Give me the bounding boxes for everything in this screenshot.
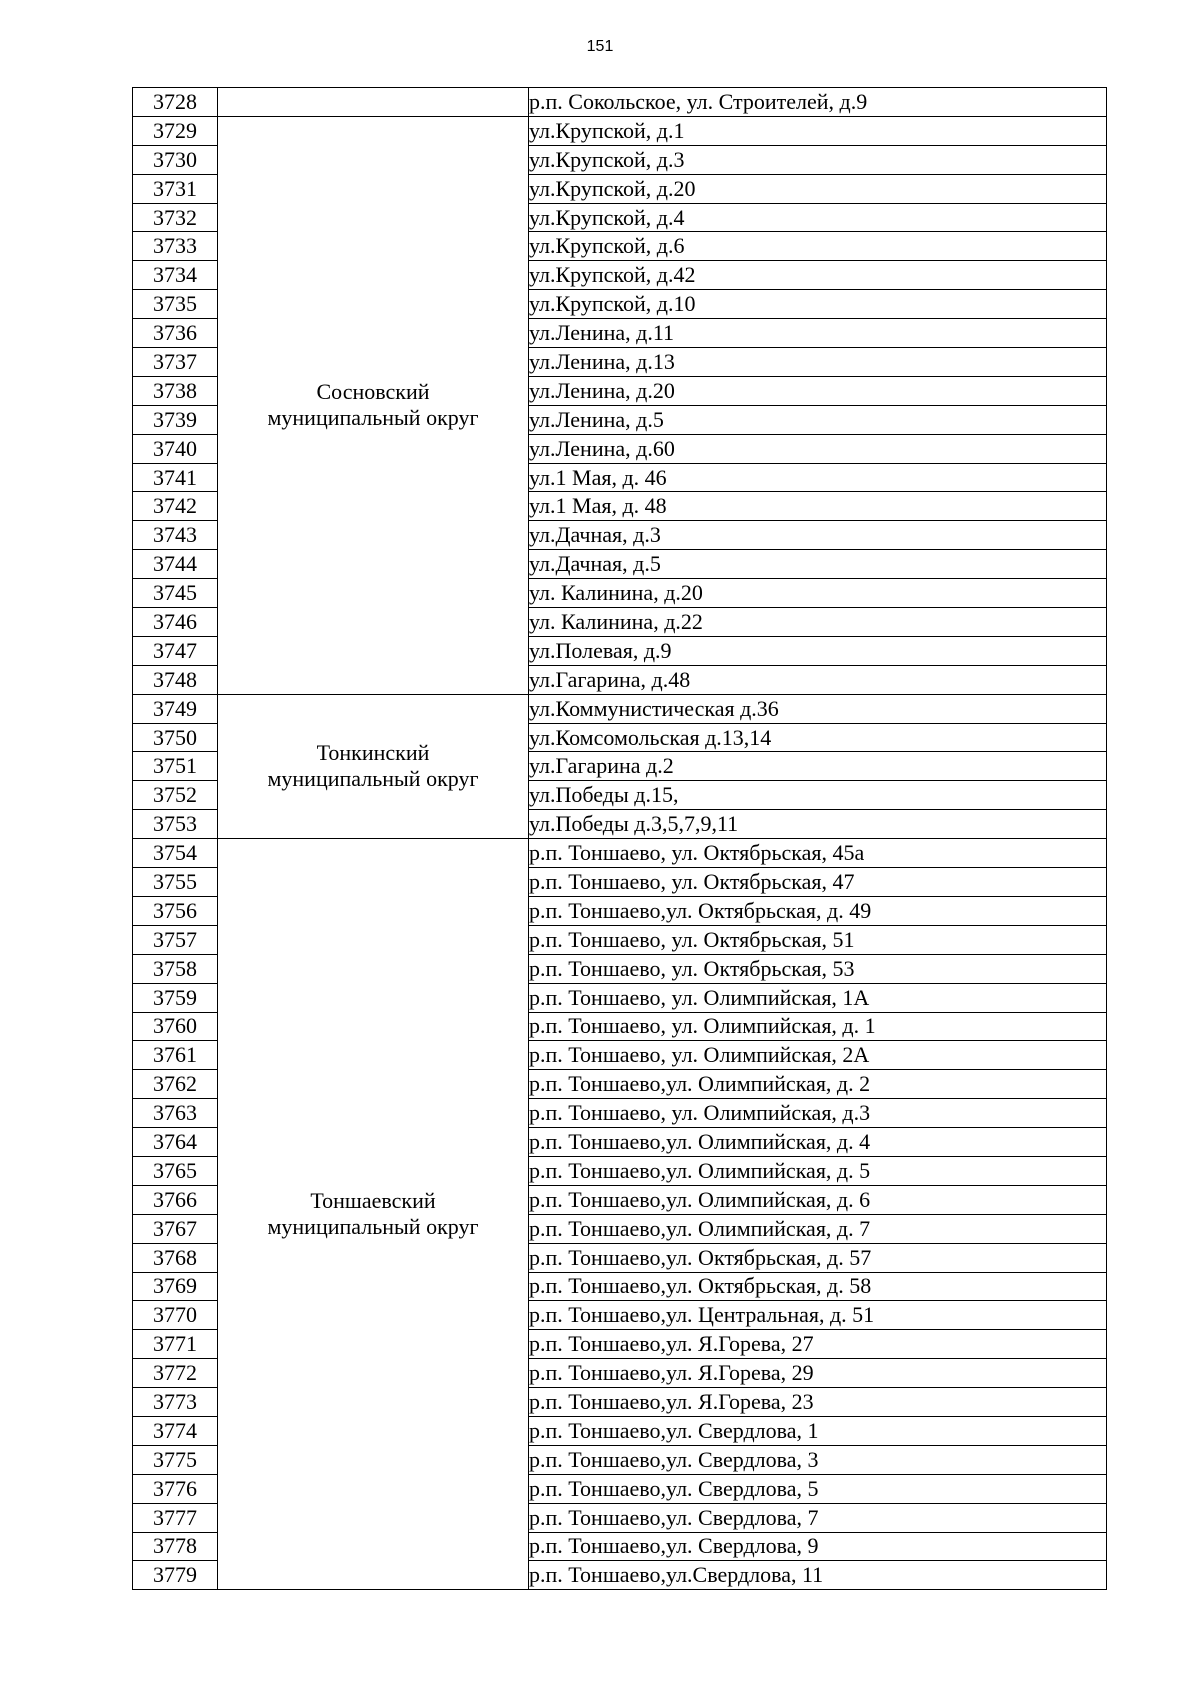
- row-number: 3755: [133, 868, 218, 897]
- address-cell: ул.Крупской, д.20: [529, 174, 1107, 203]
- address-cell: р.п. Тоншаево, ул. Октябрьская, 53: [529, 954, 1107, 983]
- row-number: 3776: [133, 1474, 218, 1503]
- address-cell: р.п. Тоншаево,ул. Октябрьская, д. 57: [529, 1243, 1107, 1272]
- address-cell: р.п. Тоншаево,ул. Я.Горева, 27: [529, 1330, 1107, 1359]
- address-cell: р.п. Тоншаево, ул. Октябрьская, 45а: [529, 839, 1107, 868]
- address-cell: р.п. Сокольское, ул. Строителей, д.9: [529, 88, 1107, 117]
- row-number: 3752: [133, 781, 218, 810]
- table-row: [133, 116, 1107, 145]
- row-number: 3732: [133, 203, 218, 232]
- row-number: 3753: [133, 810, 218, 839]
- address-table: [132, 87, 1107, 1590]
- row-number: 3764: [133, 1128, 218, 1157]
- row-number: 3749: [133, 694, 218, 723]
- row-number: 3765: [133, 1156, 218, 1185]
- table-row: [133, 694, 1107, 723]
- row-number: 3751: [133, 752, 218, 781]
- row-number: 3734: [133, 261, 218, 290]
- row-number: 3736: [133, 319, 218, 348]
- row-number: 3758: [133, 954, 218, 983]
- row-number: 3769: [133, 1272, 218, 1301]
- row-number: 3770: [133, 1301, 218, 1330]
- row-number: 3737: [133, 348, 218, 377]
- address-cell: р.п. Тоншаево,ул. Свердлова, 9: [529, 1532, 1107, 1561]
- row-number: 3767: [133, 1214, 218, 1243]
- table-row: [133, 839, 1107, 868]
- row-number: 3747: [133, 636, 218, 665]
- address-cell: ул.Крупской, д.3: [529, 145, 1107, 174]
- row-number: 3743: [133, 521, 218, 550]
- row-number: 3738: [133, 376, 218, 405]
- address-cell: р.п. Тоншаево,ул. Олимпийская, д. 4: [529, 1128, 1107, 1157]
- address-cell: ул.Победы д.3,5,7,9,11: [529, 810, 1107, 839]
- address-cell: ул.Крупской, д.4: [529, 203, 1107, 232]
- address-cell: р.п. Тоншаево, ул. Олимпийская, д.3: [529, 1099, 1107, 1128]
- row-number: 3741: [133, 463, 218, 492]
- row-number: 3735: [133, 290, 218, 319]
- address-cell: ул.Ленина, д.11: [529, 319, 1107, 348]
- row-number: 3744: [133, 550, 218, 579]
- row-number: 3772: [133, 1359, 218, 1388]
- district-name: Сосновский: [316, 379, 430, 405]
- row-number: 3729: [133, 116, 218, 145]
- address-cell: ул.Крупской, д.6: [529, 232, 1107, 261]
- address-cell: р.п. Тоншаево,ул. Центральная, д. 51: [529, 1301, 1107, 1330]
- row-number: 3777: [133, 1503, 218, 1532]
- address-cell: р.п. Тоншаево,ул. Я.Горева, 29: [529, 1359, 1107, 1388]
- row-number: 3750: [133, 723, 218, 752]
- row-number: 3733: [133, 232, 218, 261]
- row-number: 3748: [133, 665, 218, 694]
- district-type: муниципальный округ: [267, 1214, 479, 1240]
- row-number: 3759: [133, 983, 218, 1012]
- row-number: 3756: [133, 896, 218, 925]
- district-type: муниципальный округ: [267, 766, 479, 792]
- address-cell: р.п. Тоншаево, ул. Олимпийская, 1А: [529, 983, 1107, 1012]
- address-cell: р.п. Тоншаево,ул. Свердлова, 3: [529, 1445, 1107, 1474]
- address-cell: р.п. Тоншаево,ул. Олимпийская, д. 6: [529, 1185, 1107, 1214]
- address-cell: р.п. Тоншаево, ул. Октябрьская, 47: [529, 868, 1107, 897]
- row-number: 3760: [133, 1012, 218, 1041]
- address-cell: ул.Крупской, д.10: [529, 290, 1107, 319]
- district-name: Тоншаевский: [310, 1188, 436, 1214]
- row-number: 3731: [133, 174, 218, 203]
- address-table-body: [133, 88, 1107, 1590]
- address-cell: р.п. Тоншаево,ул. Октябрьская, д. 49: [529, 896, 1107, 925]
- address-cell: ул.Крупской, д.42: [529, 261, 1107, 290]
- row-number: 3739: [133, 405, 218, 434]
- address-cell: ул. Калинина, д.20: [529, 579, 1107, 608]
- address-cell: ул.1 Мая, д. 46: [529, 463, 1107, 492]
- address-cell: ул.Ленина, д.13: [529, 348, 1107, 377]
- row-number: 3773: [133, 1388, 218, 1417]
- address-cell: ул.Дачная, д.5: [529, 550, 1107, 579]
- district-cell: [218, 694, 529, 838]
- address-cell: ул.Ленина, д.20: [529, 376, 1107, 405]
- row-number: 3754: [133, 839, 218, 868]
- district-name: Тонкинский: [316, 740, 430, 766]
- row-number: 3775: [133, 1445, 218, 1474]
- row-number: 3766: [133, 1185, 218, 1214]
- address-cell: ул.Коммунистическая д.36: [529, 694, 1107, 723]
- row-number: 3774: [133, 1416, 218, 1445]
- address-cell: р.п. Тоншаево, ул. Олимпийская, 2А: [529, 1041, 1107, 1070]
- row-number: 3746: [133, 608, 218, 637]
- address-cell: ул.Крупской, д.1: [529, 116, 1107, 145]
- address-cell: ул.Победы д.15,: [529, 781, 1107, 810]
- row-number: 3745: [133, 579, 218, 608]
- address-cell: р.п. Тоншаево,ул. Олимпийская, д. 7: [529, 1214, 1107, 1243]
- address-cell: р.п. Тоншаево, ул. Олимпийская, д. 1: [529, 1012, 1107, 1041]
- address-cell: ул.1 Мая, д. 48: [529, 492, 1107, 521]
- row-number: 3730: [133, 145, 218, 174]
- row-number: 3763: [133, 1099, 218, 1128]
- address-cell: ул.Гагарина д.2: [529, 752, 1107, 781]
- row-number: 3771: [133, 1330, 218, 1359]
- row-number: 3757: [133, 925, 218, 954]
- address-cell: ул. Калинина, д.22: [529, 608, 1107, 637]
- address-cell: р.п. Тоншаево,ул. Я.Горева, 23: [529, 1388, 1107, 1417]
- address-cell: ул.Полевая, д.9: [529, 636, 1107, 665]
- district-cell: [218, 116, 529, 694]
- row-number: 3768: [133, 1243, 218, 1272]
- district-cell: [218, 88, 529, 117]
- address-cell: ул.Дачная, д.3: [529, 521, 1107, 550]
- row-number: 3761: [133, 1041, 218, 1070]
- address-cell: ул.Ленина, д.60: [529, 434, 1107, 463]
- table-row: [133, 88, 1107, 117]
- row-number: 3728: [133, 88, 218, 117]
- district-type: муниципальный округ: [267, 405, 479, 431]
- address-cell: ул.Гагарина, д.48: [529, 665, 1107, 694]
- address-cell: р.п. Тоншаево,ул. Свердлова, 1: [529, 1416, 1107, 1445]
- address-cell: р.п. Тоншаево,ул. Олимпийская, д. 5: [529, 1156, 1107, 1185]
- address-cell: ул.Ленина, д.5: [529, 405, 1107, 434]
- address-cell: р.п. Тоншаево,ул. Олимпийская, д. 2: [529, 1070, 1107, 1099]
- district-cell: [218, 839, 529, 1590]
- address-cell: р.п. Тоншаево,ул. Свердлова, 7: [529, 1503, 1107, 1532]
- address-cell: ул.Комсомольская д.13,14: [529, 723, 1107, 752]
- row-number: 3742: [133, 492, 218, 521]
- row-number: 3778: [133, 1532, 218, 1561]
- row-number: 3779: [133, 1561, 218, 1590]
- address-cell: р.п. Тоншаево,ул. Октябрьская, д. 58: [529, 1272, 1107, 1301]
- row-number: 3740: [133, 434, 218, 463]
- row-number: 3762: [133, 1070, 218, 1099]
- address-cell: р.п. Тоншаево, ул. Октябрьская, 51: [529, 925, 1107, 954]
- page-number: 151: [586, 38, 614, 55]
- address-cell: р.п. Тоншаево,ул. Свердлова, 5: [529, 1474, 1107, 1503]
- address-cell: р.п. Тоншаево,ул.Свердлова, 11: [529, 1561, 1107, 1590]
